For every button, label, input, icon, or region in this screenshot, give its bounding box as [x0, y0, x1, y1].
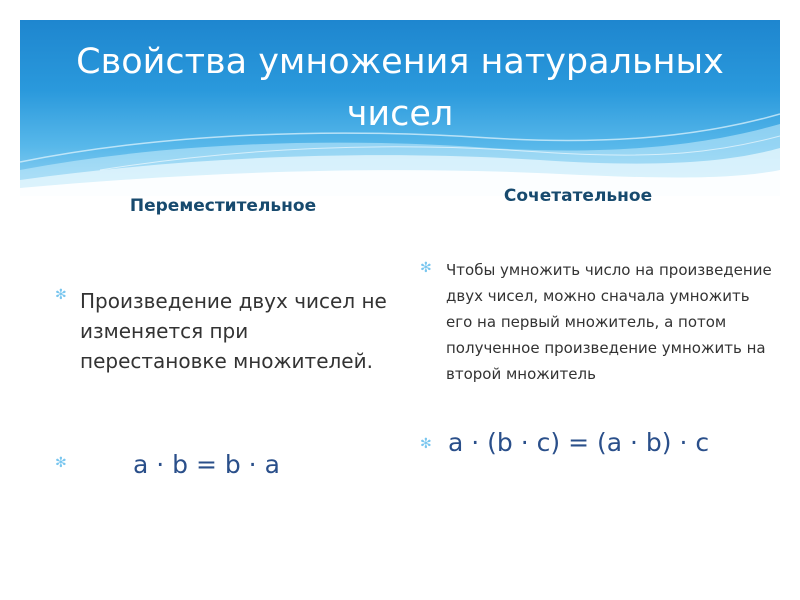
- associative-statement: Чтобы умножить число на произведение двух чисел, можно сначала умножить его на первый множитель, а потом полученное произведение умножить на второй множитель: [446, 261, 772, 383]
- commutative-heading: Переместительное: [129, 196, 317, 216]
- associative-heading: Сочетательное: [503, 186, 653, 206]
- asterisk-bullet-icon: ✻: [55, 287, 67, 303]
- commutative-statement: Произведение двух чисел не изменяется при перестановке множителей.: [80, 289, 387, 373]
- asterisk-bullet-icon: ✻: [420, 436, 432, 452]
- slide-title: Свойства умножения натуральных чисел: [76, 42, 724, 134]
- commutative-formula: a · b = b · a: [133, 450, 280, 479]
- associative-formula: a · (b · c) = (a · b) · c: [448, 428, 710, 457]
- asterisk-bullet-icon: ✻: [420, 260, 432, 276]
- asterisk-bullet-icon: ✻: [55, 455, 67, 471]
